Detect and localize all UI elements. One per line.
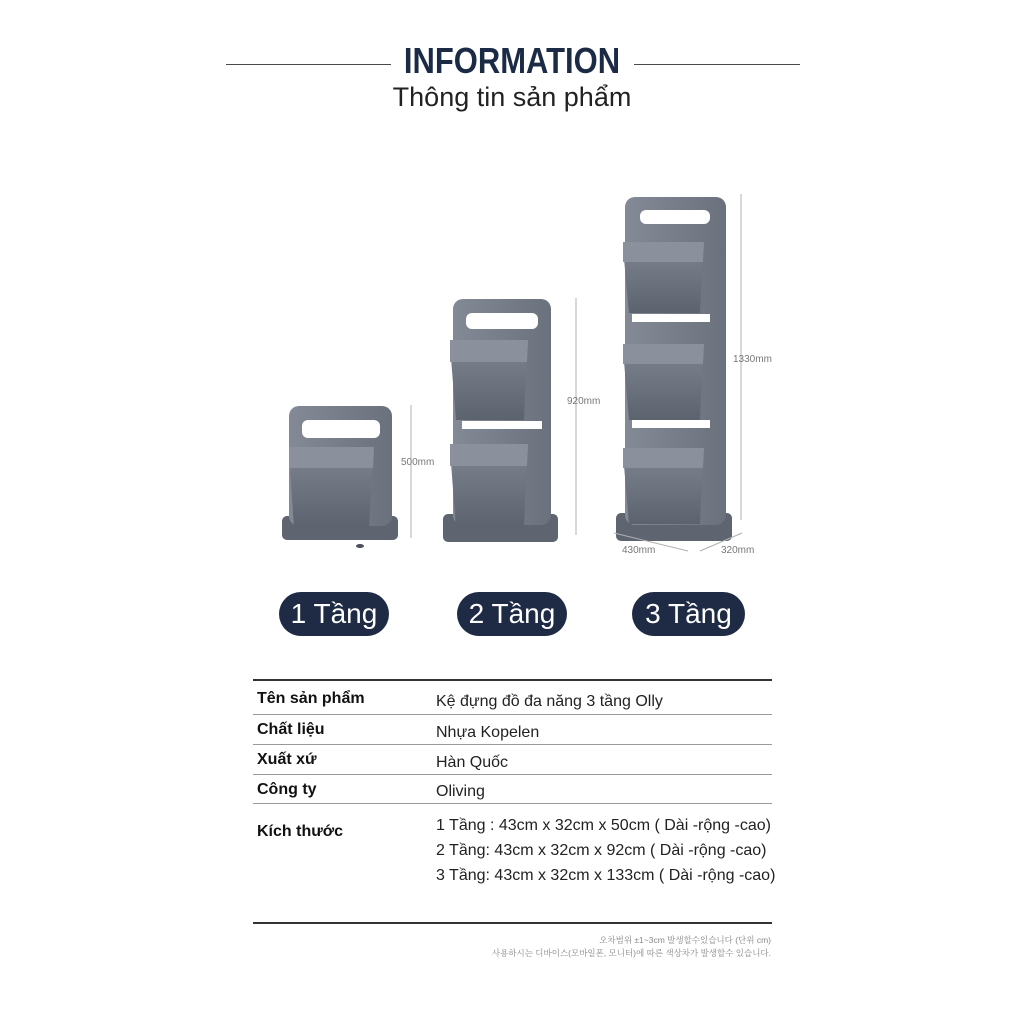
variant-pill-1-tier: 1 Tầng [279, 592, 389, 636]
variant-pill-2-tier: 2 Tầng [457, 592, 567, 636]
spec-material-value: Nhựa Kopelen [436, 724, 540, 741]
row-divider [253, 803, 772, 804]
page-subtitle: Thông tin sản phẩm [392, 82, 632, 112]
spec-name-value: Kệ đựng đồ đa năng 3 tầng Olly [436, 693, 663, 710]
spec-origin-value: Hàn Quốc [436, 754, 509, 771]
spec-size-value-3: 3 Tầng: 43cm x 32cm x 133cm ( Dài -rộng -cao) [436, 867, 776, 884]
dim-tier1-height: 500mm [401, 457, 435, 468]
dim-tier2-height: 920mm [567, 396, 601, 407]
spec-material-label: Chất liệu [257, 721, 325, 738]
spec-size-value-2: 2 Tầng: 43cm x 32cm x 92cm ( Dài -rộng -cao) [436, 842, 767, 859]
footnote-tolerance: 오차범위 ±1~3cm 발생할수있습니다 (단위 cm) [599, 935, 771, 945]
spec-size-label: Kích thước [257, 823, 344, 840]
variant-pill-3-tier: 3 Tầng [632, 592, 745, 636]
table-bottom-rule [253, 922, 772, 924]
row-divider [253, 714, 772, 715]
row-divider [253, 774, 772, 775]
dim-width: 430mm [622, 545, 656, 556]
dim-depth: 320mm [721, 545, 755, 556]
row-divider [253, 744, 772, 745]
shelf-3-tier [616, 197, 732, 541]
dim-tier3-height: 1330mm [733, 354, 772, 365]
spec-size-value-1: 1 Tầng : 43cm x 32cm x 50cm ( Dài -rộng -cao) [436, 817, 771, 834]
page-title: INFORMATION [403, 40, 621, 81]
shelf-1-tier [282, 406, 398, 548]
spec-name-label: Tên sản phẩm [257, 690, 365, 707]
footnote-color-variance: 사용하시는 디바이스(모바일폰, 모니터)에 따른 색상차가 발생할수 있습니다. [491, 948, 771, 958]
table-top-rule [253, 679, 772, 681]
spec-origin-label: Xuất xứ [257, 751, 317, 768]
shelf-2-tier [443, 299, 558, 542]
spec-company-label: Công ty [257, 781, 317, 798]
spec-company-value: Oliving [436, 783, 485, 800]
